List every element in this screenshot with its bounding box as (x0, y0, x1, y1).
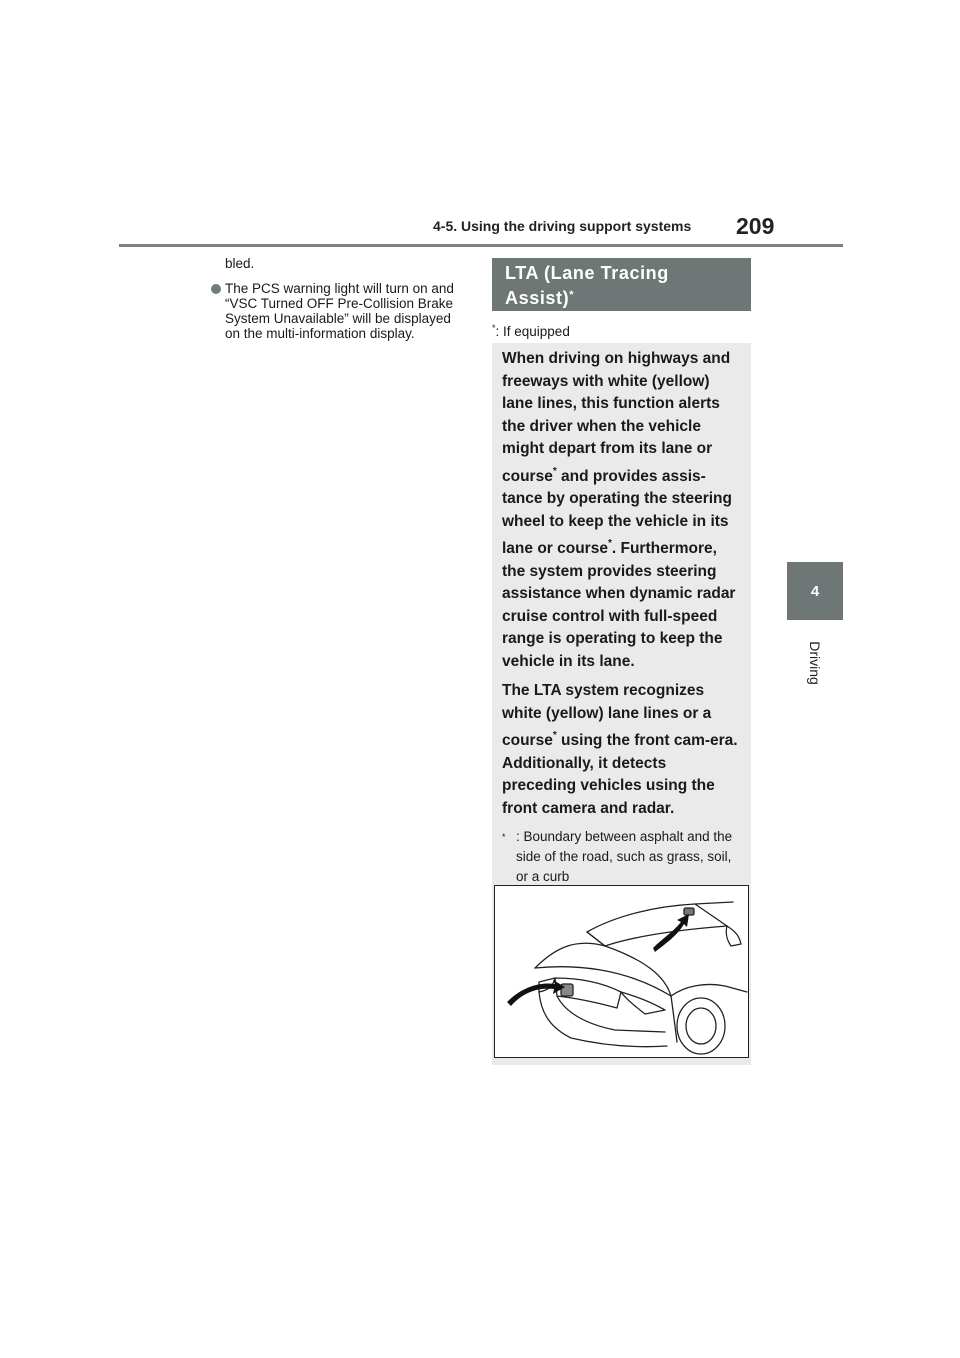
side-mirror (726, 926, 741, 946)
chapter-number: 4 (810, 582, 820, 600)
front-wheel-rim (686, 1008, 716, 1044)
chapter-label: Driving (807, 641, 823, 685)
section-heading (492, 258, 751, 311)
intro-footnote-mark: * (502, 832, 506, 842)
heading-line-1: LTA (Lane Tracing (505, 263, 669, 283)
bullet-text: The PCS warning light will turn on and “VSC Turned OFF Pre-Collision Brake System Unavailable” will be displayed on the multi-information display. (225, 281, 454, 341)
intro-paragraph-2 (502, 680, 741, 820)
intro-p2-asterisk: * (552, 730, 557, 741)
bullet-item (210, 281, 466, 341)
side-body-line (671, 984, 747, 996)
chapter-tab[interactable] (787, 562, 843, 620)
heading-asterisk: * (569, 289, 574, 301)
intro-p2-part-b: using the front cam-era. Additionally, it detects preceding vehicles using the front camera and radar. (502, 732, 738, 817)
hood-left-edge (535, 943, 605, 968)
heading-line-2: Assist) (505, 288, 570, 308)
header-section-title: 4-5. Using the driving support systems (433, 218, 692, 234)
intro-p1-asterisk-2: * (607, 538, 612, 549)
intro-p1-part-a: When driving on highways and freeways with white (yellow) lane lines, this function alerts the driver when the vehicle might depart from its lane or course (502, 350, 731, 485)
camera-pointer-arrow (653, 914, 689, 952)
intro-p1-asterisk-1: * (552, 465, 557, 477)
intro-paragraph-1 (502, 348, 741, 673)
intro-p2-part-a: The LTA system recognizes white (yellow) lane lines or a course (502, 682, 712, 749)
intro-p1-part-c: . Furthermore, the system provides steering assistance when dynamic radar cruise control with full-speed range is operating to keep the vehicle in its lane. (502, 540, 736, 670)
front-bumper (539, 992, 667, 1047)
heading-footnote-mark: * (492, 323, 496, 333)
front-camera-icon (684, 908, 694, 915)
intro-p1-part-b: and provides assis-tance by operating the steering wheel to keep the vehicle in its lane or course (502, 467, 732, 557)
header-divider (119, 244, 843, 247)
car-illustration-svg (495, 886, 748, 1057)
heading-footnote-text: : If equipped (495, 324, 570, 339)
continuation-text: bled. (225, 256, 255, 271)
windshield-lower-edge (587, 926, 727, 946)
intro-footnote-text: : Boundary between asphalt and the side of the road, such as grass, soil, or a curb (516, 829, 733, 884)
heading-footnote (492, 323, 570, 339)
right-headlight (621, 992, 665, 1014)
car-camera-radar-illustration (494, 885, 749, 1058)
left-column (210, 256, 466, 341)
a-pillar (695, 904, 727, 926)
front-wheel (677, 998, 725, 1054)
intro-footnote (502, 827, 741, 887)
page-number: 209 (736, 213, 775, 239)
bullet-dot-icon (211, 284, 221, 294)
